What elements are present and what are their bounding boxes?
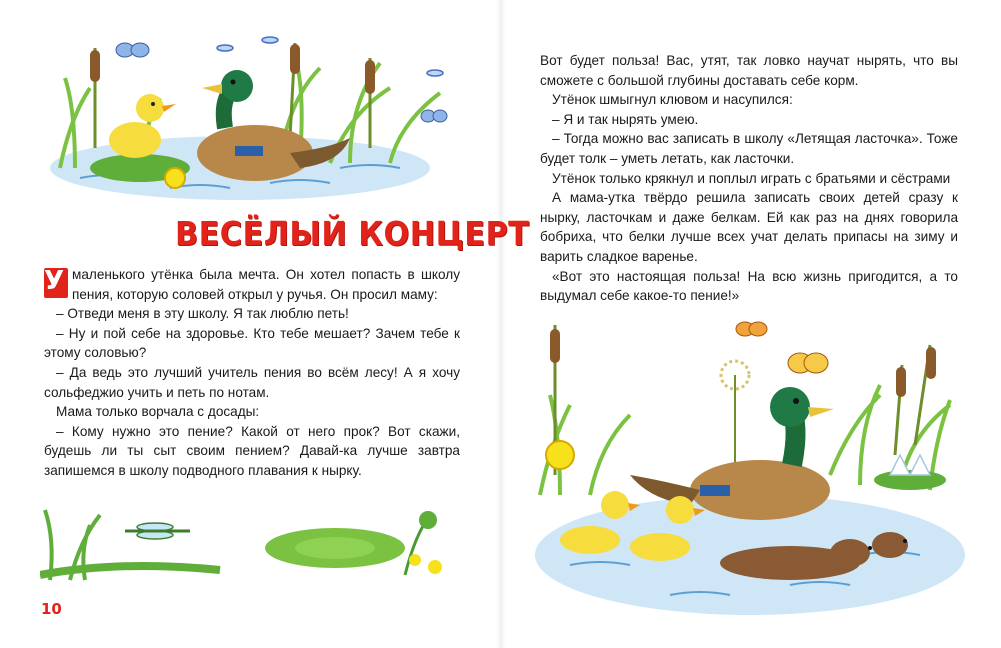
duckling-and-mother-duck-illustration bbox=[40, 28, 460, 208]
paragraph bbox=[44, 265, 460, 304]
story-title: ВЕСЁЛЫЙ КОНЦЕРТ bbox=[175, 214, 530, 253]
paragraph-text: маленького утёнка была мечта. Он хотел попасть в школу пения, которую соловей открыл у ручья. Он просил маму: bbox=[72, 267, 460, 302]
paragraph: Утёнок только крякнул и поплыл играть с братьями и сёстрами bbox=[552, 170, 951, 186]
left-page-text bbox=[44, 265, 460, 481]
lily-pads-drawing bbox=[40, 505, 460, 590]
paragraph: Мама только ворчала с досады: bbox=[56, 404, 260, 420]
paragraph: «Вот это настоящая польза! На всю жизнь пригодится, а то выдумал себе какое-то пение!» bbox=[540, 268, 958, 304]
paragraph: – Я и так нырять умею. bbox=[552, 111, 699, 127]
paragraph: А мама-утка твёрдо решила записать своих детей сразу к нырку, ласточкам и даже белкам. Ей как раз на днях говорила бобриха, что белки лучше всех учат делать припасы на зиму и варить сладкое варенье. bbox=[540, 190, 958, 264]
paragraph: – Тогда можно вас записать в школу «Летящая ласточка». Тоже будет толк – уметь летать, как ласточки. bbox=[540, 131, 958, 166]
drop-cap: У bbox=[44, 268, 68, 298]
duck-family-drawing bbox=[530, 315, 970, 625]
duck-family-and-beavers-illustration bbox=[530, 315, 970, 625]
paragraph: – Да ведь это лучший учитель пения во всём лесу! А я хочу сольфеджио учить и петь по нотам. bbox=[44, 364, 460, 400]
paragraph: – Кому нужно это пение? Какой от него прок? Вот скажи, будешь ли ты сыт своим пением? Давай-ка лучше завтра запишемся в школу подводного плавания к нырку. bbox=[44, 423, 460, 478]
right-page bbox=[500, 0, 1001, 648]
page-number: 10 bbox=[41, 600, 62, 618]
paragraph: – Отведи меня в эту школу. Я так люблю петь! bbox=[56, 306, 349, 322]
paragraph: Вот будет польза! Вас, утят, так ловко научат нырять, что вы сможете с большой глубины доставать себе корм. bbox=[540, 53, 958, 88]
paragraph: Утёнок шмыгнул клювом и насупился: bbox=[552, 92, 793, 108]
dragonfly-and-lily-pads-illustration bbox=[40, 505, 460, 590]
duck-pond-drawing bbox=[40, 28, 460, 208]
paragraph: – Ну и пой себе на здоровье. Кто тебе мешает? Зачем тебе к этому соловью? bbox=[44, 325, 460, 361]
right-page-text bbox=[540, 51, 958, 306]
